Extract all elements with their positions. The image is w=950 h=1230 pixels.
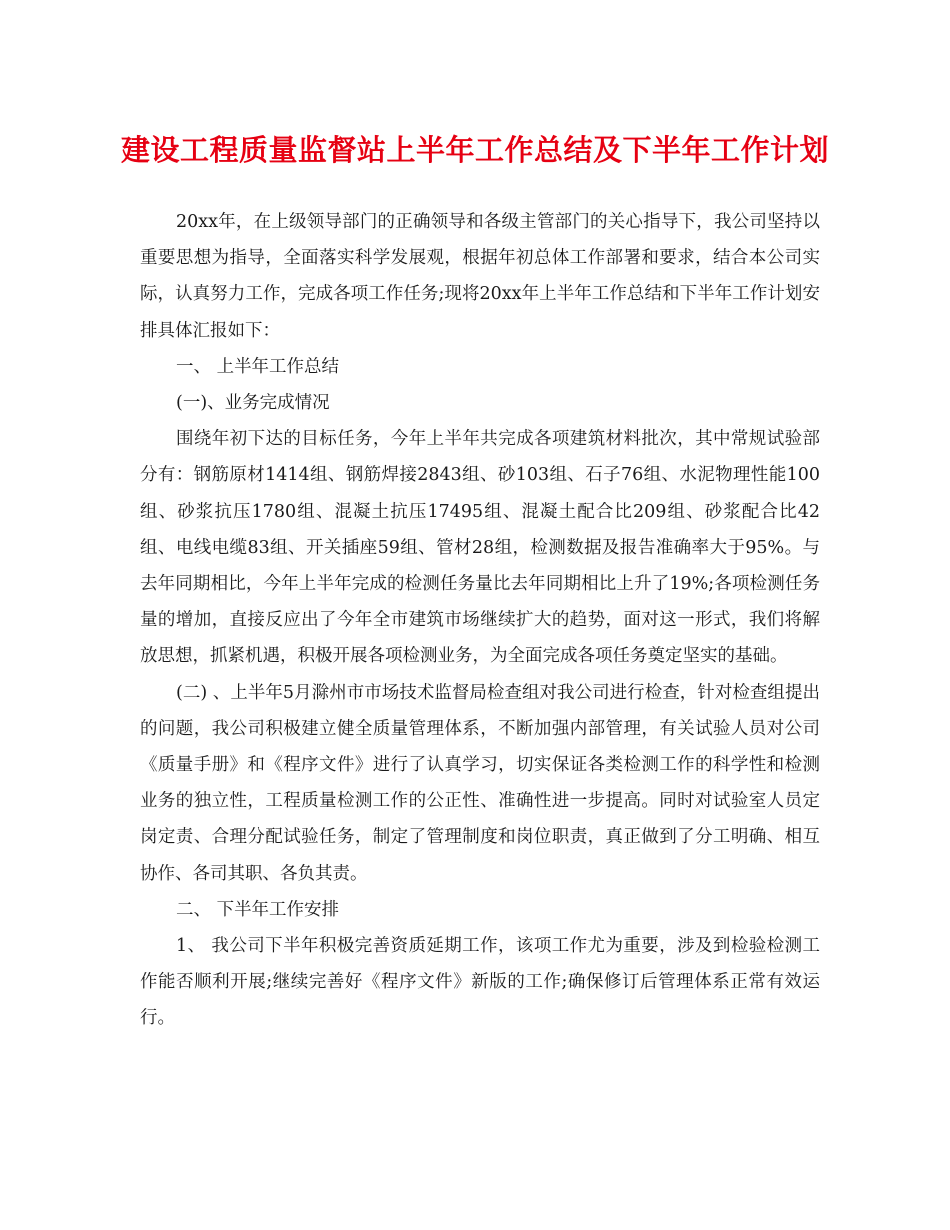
inspection-paragraph: (二) 、上半年5月滁州市市场技术监督局检查组对我公司进行检查，针对检查组提出的问题，我公司积极建立健全质量管理体系，不断加强内部管理，有关试验人员对公司《质量手册》和《程序文件》进行了认真学习，切实保证各类检测工作的科学性和检测业务的独立性，工程质量检测工作的公正性、准确性进一步提高。同时对试验室人员定岗定责、合理分配试验任务，制定了管理制度和岗位职责，真正做到了分工明确、相互协作、各司其职、各负其责。 [140,682,820,884]
section-heading-first-half: 一、 上半年工作总结 [176,356,340,377]
document-body [140,204,820,1037]
subsection-heading-business: (一)、业务完成情况 [176,393,330,414]
business-paragraph: 围绕年初下达的目标任务，今年上半年共完成各项建筑材料批次，其中常规试验部分有：钢筋原材1414组、钢筋焊接2843组、砂103组、石子76组、水泥物理性能100组、砂浆抗压1780组、混凝土抗压17495组、混凝土配合比209组、砂浆配合比42组、电线电缆83组、开关插座59组、管材28组，检测数据及报告准确率大于95%。与去年同期相比，今年上半年完成的检测任务量比去年同期相比上升了19%;各项检测任务量的增加，直接反应出了今年全市建筑市场继续扩大的趋势，面对这一形式，我们将解放思想，抓紧机遇，积极开展各项检测业务，为全面完成各项任务奠定坚实的基础。 [140,429,820,667]
plan-item-paragraph: 1、 我公司下半年积极完善资质延期工作，该项工作尤为重要，涉及到检验检测工作能否顺利开展;继续完善好《程序文件》新版的工作;确保修订后管理体系正常有效运行。 [140,936,820,1029]
document-title: 建设工程质量监督站上半年工作总结及下半年工作计划 [120,133,829,167]
section-heading-second-half: 二、 下半年工作安排 [176,899,340,920]
intro-paragraph: 20xx年，在上级领导部门的正确领导和各级主管部门的关心指导下，我公司坚持以重要思想为指导，全面落实科学发展观，根据年初总体工作部署和要求，结合本公司实际，认真努力工作，完成各项工作任务;现将20xx年上半年工作总结和下半年工作计划安排具体汇报如下： [140,212,820,341]
